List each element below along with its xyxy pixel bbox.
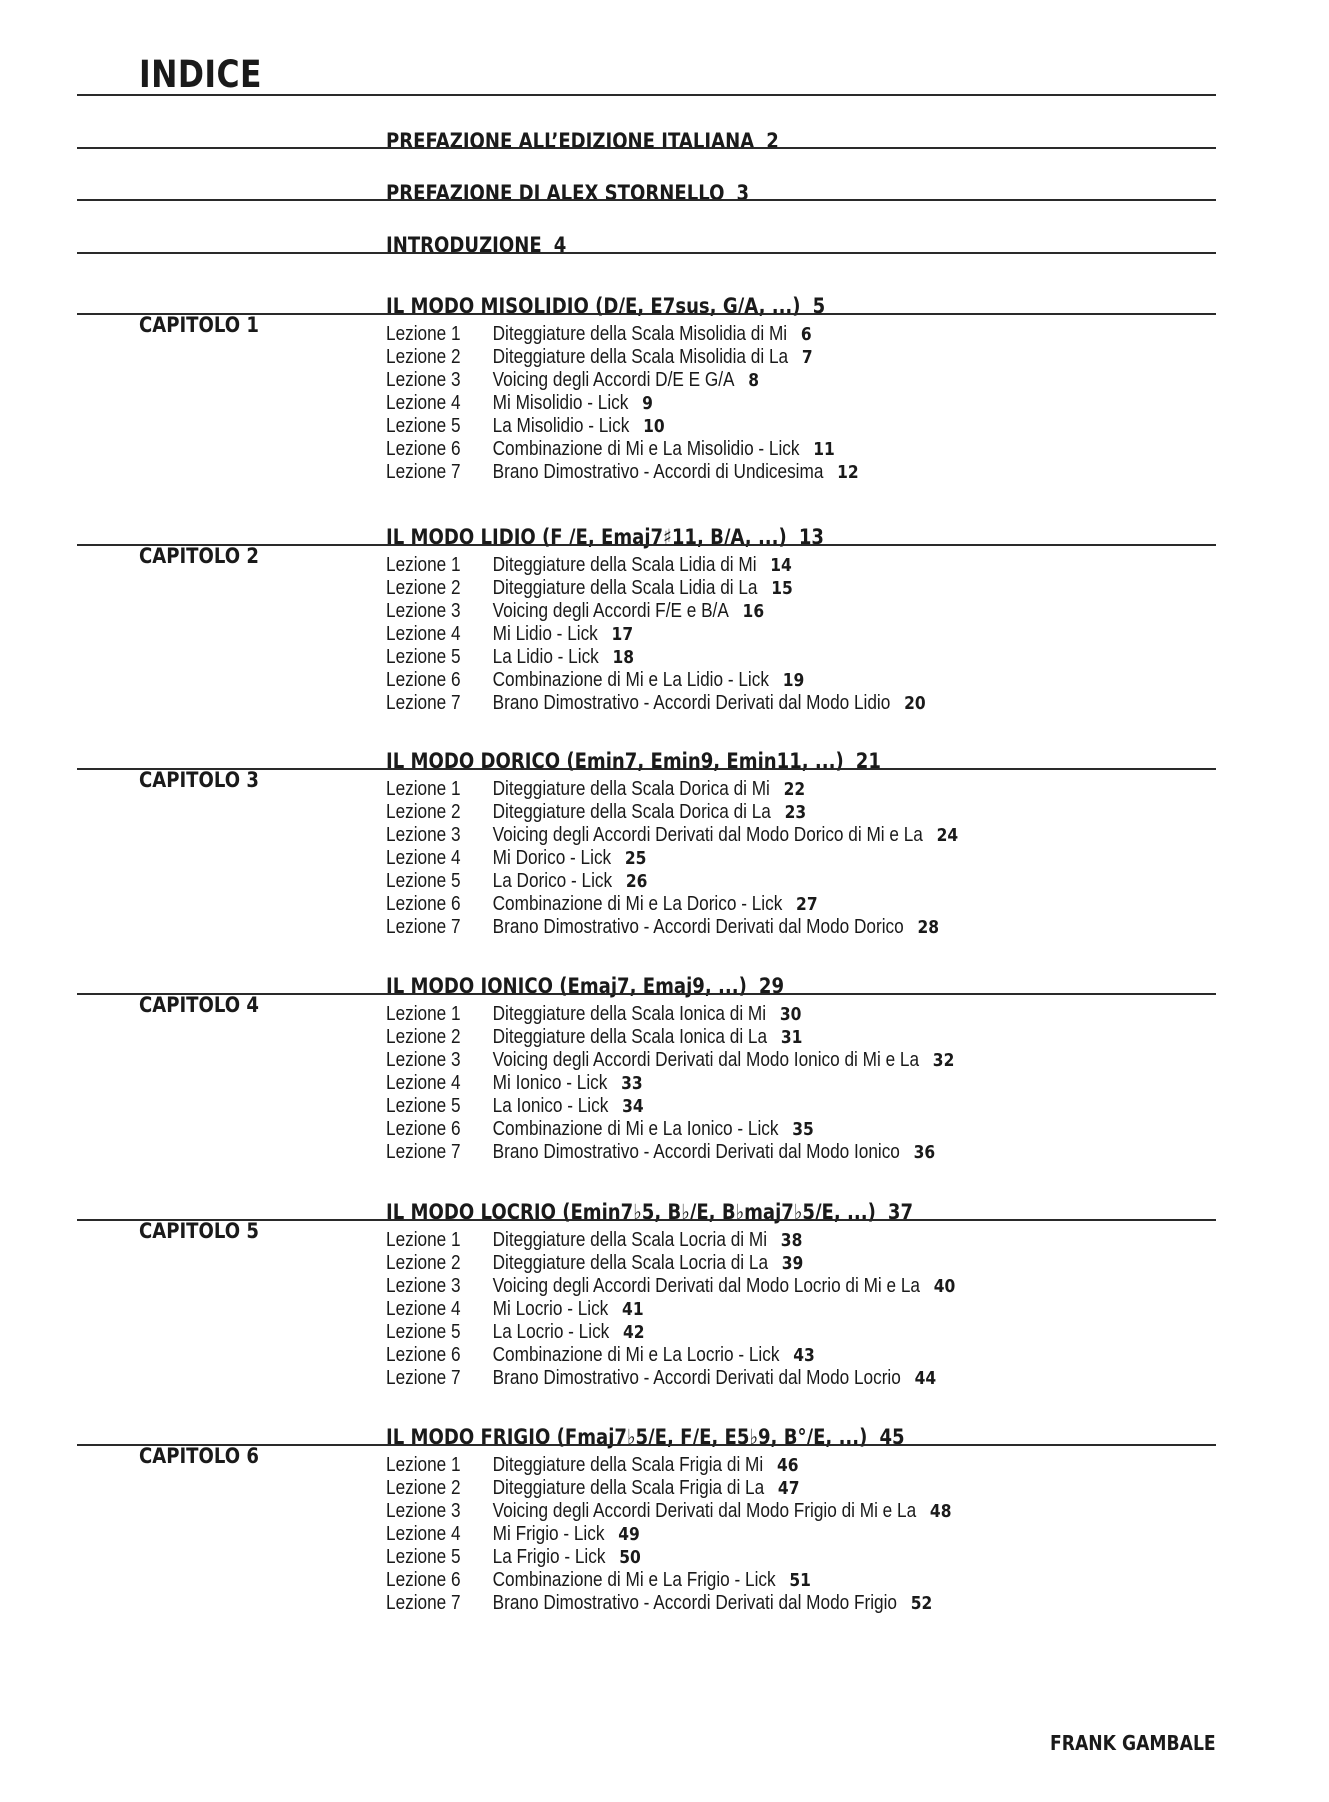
lesson-number: Lezione 4: [386, 1523, 461, 1545]
page-number: 8: [748, 370, 760, 391]
page-number: 20: [904, 693, 926, 714]
page-number: 44: [914, 1368, 937, 1389]
lesson-number: Lezione 1: [386, 1454, 461, 1476]
lesson-number: Lezione 1: [386, 1003, 461, 1025]
chapter-label: CAPITOLO 2: [139, 544, 259, 568]
lesson-entry[interactable]: [386, 1049, 954, 1072]
lesson-entry[interactable]: [386, 824, 958, 847]
lesson-entry[interactable]: [386, 1500, 951, 1523]
lesson-title: Mi Misolidio - Lick: [492, 392, 629, 414]
lesson-entry[interactable]: [386, 1454, 951, 1477]
page-number: 11: [813, 439, 835, 460]
lesson-title: La Lidio - Lick: [492, 646, 599, 668]
lesson-number: Lezione 6: [386, 438, 461, 460]
entry-title: PREFAZIONE ALL’EDIZIONE ITALIANA: [386, 129, 755, 153]
lesson-title: La Frigio - Lick: [492, 1546, 606, 1568]
entry-title: PREFAZIONE DI ALEX STORNELLO: [386, 181, 725, 205]
lesson-number: Lezione 1: [386, 323, 461, 345]
entry-rule: [77, 199, 1216, 201]
page-number: 27: [796, 894, 818, 915]
lesson-title: Mi Locrio - Lick: [492, 1298, 609, 1320]
lesson-title: La Dorico - Lick: [492, 870, 613, 892]
lesson-number: Lezione 3: [386, 1275, 461, 1297]
lesson-title: Voicing degli Accordi Derivati dal Modo Dorico di Mi e La: [492, 824, 923, 846]
lesson-title: Diteggiature della Scala Frigia di La: [492, 1477, 765, 1499]
lesson-number: Lezione 4: [386, 623, 461, 645]
page-number: 47: [777, 1478, 800, 1499]
lesson-entry[interactable]: [386, 916, 958, 939]
lesson-number: Lezione 5: [386, 1546, 461, 1568]
entry-rule: [77, 252, 1216, 254]
lesson-number: Lezione 4: [386, 847, 461, 869]
chapter-title: IL MODO LIDIO (F /E, Emaj7♯11, B/A, ...): [386, 525, 787, 549]
lesson-title: Diteggiature della Scala Dorica di La: [492, 801, 771, 823]
lesson-title: Mi Ionico - Lick: [492, 1072, 608, 1094]
lesson-entry[interactable]: [386, 1118, 954, 1141]
page-number: 51: [789, 1570, 811, 1591]
lesson-number: Lezione 2: [386, 1477, 461, 1499]
chapter-title: IL MODO LOCRIO (Emin7♭5, B♭/E, B♭maj7♭5/E, ...): [386, 1200, 876, 1224]
lesson-title: Combinazione di Mi e La Misolidio - Lick: [492, 438, 800, 460]
page-number: 28: [917, 917, 939, 938]
lesson-number: Lezione 6: [386, 669, 461, 691]
page-number: 17: [611, 624, 634, 645]
lesson-entry[interactable]: [386, 1546, 951, 1569]
page-number: 31: [780, 1027, 803, 1048]
lesson-title: Mi Dorico - Lick: [492, 847, 612, 869]
footer-author: FRANK GAMBALE: [1050, 1731, 1216, 1755]
page-number: 34: [622, 1096, 644, 1117]
page-number: 41: [622, 1299, 644, 1320]
lesson-number: Lezione 7: [386, 692, 461, 714]
lesson-title: Mi Frigio - Lick: [492, 1523, 605, 1545]
lesson-number: Lezione 7: [386, 1141, 461, 1163]
lesson-list: [386, 1454, 1044, 1615]
lesson-entry[interactable]: [386, 1026, 954, 1049]
chapter-title: IL MODO MISOLIDIO (D/E, E7sus, G/A, ...): [386, 294, 801, 318]
page-number: 49: [618, 1524, 640, 1545]
lesson-entry[interactable]: [386, 1367, 955, 1390]
lesson-entry[interactable]: [386, 692, 926, 715]
lesson-title: Voicing degli Accordi F/E e B/A: [492, 600, 729, 622]
page-number: 30: [779, 1004, 802, 1025]
chapter-title: IL MODO IONICO (Emaj7, Emaj9, ...): [386, 974, 747, 998]
page-number: 26: [625, 871, 648, 892]
lesson-number: Lezione 1: [386, 1229, 461, 1251]
page-number: 23: [784, 802, 807, 823]
lesson-entry[interactable]: [386, 1344, 955, 1367]
lesson-title: Combinazione di Mi e La Lidio - Lick: [492, 669, 769, 691]
lesson-title: La Ionico - Lick: [492, 1095, 609, 1117]
lesson-title: Mi Lidio - Lick: [492, 623, 598, 645]
lesson-entry[interactable]: [386, 778, 958, 801]
lesson-title: Diteggiature della Scala Lidia di La: [492, 577, 758, 599]
lesson-title: Diteggiature della Scala Ionica di La: [492, 1026, 768, 1048]
lesson-entry[interactable]: [386, 669, 926, 692]
lesson-title: Voicing degli Accordi Derivati dal Modo Locrio di Mi e La: [492, 1275, 921, 1297]
lesson-title: Diteggiature della Scala Dorica di Mi: [492, 778, 770, 800]
lesson-number: Lezione 2: [386, 801, 461, 823]
lesson-list: [386, 1003, 1047, 1164]
page-number: 50: [619, 1547, 641, 1568]
lesson-number: Lezione 3: [386, 369, 461, 391]
lesson-list: [386, 554, 1013, 715]
lesson-title: Voicing degli Accordi Derivati dal Modo Ionico di Mi e La: [492, 1049, 920, 1071]
page-number: 24: [936, 825, 959, 846]
lesson-entry[interactable]: [386, 369, 859, 392]
lesson-title: Brano Dimostrativo - Accordi Derivati dal Modo Dorico: [492, 916, 904, 938]
page-number: 7: [801, 347, 813, 368]
lesson-entry[interactable]: [386, 1298, 955, 1321]
lesson-title: Diteggiature della Scala Locria di La: [492, 1252, 769, 1274]
lesson-title: Brano Dimostrativo - Accordi Derivati dal Modo Locrio: [492, 1367, 901, 1389]
lesson-number: Lezione 4: [386, 1072, 461, 1094]
lesson-title: Diteggiature della Scala Ionica di Mi: [492, 1003, 767, 1025]
page-number: 33: [621, 1073, 643, 1094]
page-number: 3: [736, 181, 750, 205]
lesson-title: Brano Dimostrativo - Accordi di Undicesima: [492, 461, 824, 483]
page-number: 40: [933, 1276, 956, 1297]
lesson-title: Diteggiature della Scala Frigia di Mi: [492, 1454, 764, 1476]
lesson-title: Combinazione di Mi e La Locrio - Lick: [492, 1344, 780, 1366]
lesson-number: Lezione 5: [386, 415, 461, 437]
lesson-entry[interactable]: [386, 893, 958, 916]
page-number: 39: [781, 1253, 804, 1274]
lesson-number: Lezione 3: [386, 824, 461, 846]
chapter-label: CAPITOLO 4: [139, 993, 259, 1017]
lesson-number: Lezione 3: [386, 1500, 461, 1522]
lesson-title: Voicing degli Accordi D/E E G/A: [492, 369, 735, 391]
lesson-entry[interactable]: [386, 623, 926, 646]
lesson-number: Lezione 6: [386, 1344, 461, 1366]
page-number: 29: [758, 974, 785, 998]
lesson-entry[interactable]: [386, 600, 926, 623]
lesson-number: Lezione 5: [386, 646, 461, 668]
entry-title: INTRODUZIONE: [386, 233, 542, 257]
page-number: 32: [932, 1050, 955, 1071]
lesson-title: Diteggiature della Scala Lidia di Mi: [492, 554, 757, 576]
lesson-title: Brano Dimostrativo - Accordi Derivati dal Modo Frigio: [492, 1592, 897, 1614]
page-number: 5: [812, 294, 826, 318]
lesson-number: Lezione 3: [386, 600, 461, 622]
lesson-entry[interactable]: [386, 1095, 954, 1118]
lesson-entry[interactable]: [386, 1321, 955, 1344]
lesson-entry[interactable]: [386, 646, 926, 669]
lesson-title: Combinazione di Mi e La Dorico - Lick: [492, 893, 783, 915]
lesson-title: Voicing degli Accordi Derivati dal Modo Frigio di Mi e La: [492, 1500, 917, 1522]
lesson-number: Lezione 4: [386, 1298, 461, 1320]
lesson-number: Lezione 1: [386, 778, 461, 800]
lesson-entry[interactable]: [386, 554, 926, 577]
page-number: 25: [624, 848, 647, 869]
chapter-label: CAPITOLO 5: [139, 1219, 259, 1243]
lesson-number: Lezione 7: [386, 1367, 461, 1389]
lesson-entry[interactable]: [386, 1592, 951, 1615]
lesson-entry[interactable]: [386, 1477, 951, 1500]
page-number: 4: [553, 233, 567, 257]
lesson-number: Lezione 2: [386, 1026, 461, 1048]
page-number: 2: [766, 129, 779, 153]
lesson-list: [386, 778, 1051, 939]
entry-rule: [77, 147, 1216, 149]
lesson-entry[interactable]: [386, 1569, 951, 1592]
lesson-number: Lezione 6: [386, 1569, 461, 1591]
lesson-entry[interactable]: [386, 1275, 955, 1298]
lesson-entry[interactable]: [386, 1003, 954, 1026]
page-number: 16: [742, 601, 765, 622]
lesson-number: Lezione 5: [386, 1321, 461, 1343]
page-number: 35: [792, 1119, 814, 1140]
lesson-number: Lezione 2: [386, 577, 461, 599]
lesson-entry[interactable]: [386, 1072, 954, 1095]
page-number: 46: [776, 1455, 799, 1476]
lesson-number: Lezione 2: [386, 346, 461, 368]
title-rule: [77, 94, 1216, 96]
chapter-label: CAPITOLO 3: [139, 768, 259, 792]
lesson-title: Brano Dimostrativo - Accordi Derivati dal Modo Ionico: [492, 1141, 900, 1163]
page-number: 38: [780, 1230, 803, 1251]
lesson-title: Combinazione di Mi e La Ionico - Lick: [492, 1118, 779, 1140]
lesson-entry[interactable]: [386, 801, 958, 824]
lesson-title: La Misolidio - Lick: [492, 415, 630, 437]
page-number: 15: [771, 578, 793, 599]
lesson-entry[interactable]: [386, 1523, 951, 1546]
lesson-number: Lezione 1: [386, 554, 461, 576]
page-number: 21: [855, 749, 881, 773]
page-number: 42: [623, 1322, 645, 1343]
chapter-label: CAPITOLO 6: [139, 1444, 259, 1468]
page-number: 22: [783, 779, 806, 800]
page-title: INDICE: [139, 53, 262, 96]
page-number: 10: [643, 416, 665, 437]
lesson-entry[interactable]: [386, 323, 859, 346]
lesson-title: Combinazione di Mi e La Frigio - Lick: [492, 1569, 776, 1591]
lesson-entry[interactable]: [386, 1141, 954, 1164]
lesson-number: Lezione 7: [386, 461, 461, 483]
page-number: 43: [793, 1345, 815, 1366]
page-number: 36: [913, 1142, 936, 1163]
page-number: 45: [879, 1425, 905, 1449]
lesson-number: Lezione 6: [386, 1118, 461, 1140]
page-number: 12: [837, 462, 859, 483]
page-number: 9: [642, 393, 653, 414]
lesson-title: Diteggiature della Scala Misolidia di La: [492, 346, 789, 368]
lesson-title: La Locrio - Lick: [492, 1321, 610, 1343]
chapter-title: IL MODO DORICO (Emin7, Emin9, Emin11, ...): [386, 749, 844, 773]
lesson-entry[interactable]: [386, 461, 859, 484]
lesson-number: Lezione 3: [386, 1049, 461, 1071]
lesson-list: [386, 323, 936, 484]
lesson-entry[interactable]: [386, 870, 958, 893]
page-number: 6: [800, 324, 812, 345]
page-number: 37: [887, 1200, 914, 1224]
lesson-number: Lezione 5: [386, 1095, 461, 1117]
page-number: 48: [929, 1501, 952, 1522]
chapter-label: CAPITOLO 1: [139, 313, 259, 337]
lesson-title: Diteggiature della Scala Locria di Mi: [492, 1229, 768, 1251]
page-number: 13: [798, 525, 824, 549]
page-number: 14: [770, 555, 792, 576]
lesson-title: Diteggiature della Scala Misolidia di Mi: [492, 323, 788, 345]
lesson-entry[interactable]: [386, 346, 859, 369]
page-number: 18: [612, 647, 635, 668]
chapter-title: IL MODO FRIGIO (Fmaj7♭5/E, F/E, E5♭9, B°/E, ...): [386, 1425, 868, 1449]
page-number: 19: [782, 670, 805, 691]
lesson-entry[interactable]: [386, 847, 958, 870]
lesson-entry[interactable]: [386, 415, 859, 438]
page-number: 52: [910, 1593, 933, 1614]
lesson-entry[interactable]: [386, 1252, 955, 1275]
lesson-number: Lezione 6: [386, 893, 461, 915]
lesson-number: Lezione 7: [386, 1592, 461, 1614]
lesson-title: Brano Dimostrativo - Accordi Derivati dal Modo Lidio: [492, 692, 891, 714]
lesson-entry[interactable]: [386, 392, 859, 415]
lesson-number: Lezione 7: [386, 916, 461, 938]
lesson-number: Lezione 5: [386, 870, 461, 892]
lesson-entry[interactable]: [386, 577, 926, 600]
lesson-number: Lezione 2: [386, 1252, 461, 1274]
lesson-number: Lezione 4: [386, 392, 461, 414]
lesson-entry[interactable]: [386, 1229, 955, 1252]
lesson-entry[interactable]: [386, 438, 859, 461]
lesson-list: [386, 1229, 1048, 1390]
